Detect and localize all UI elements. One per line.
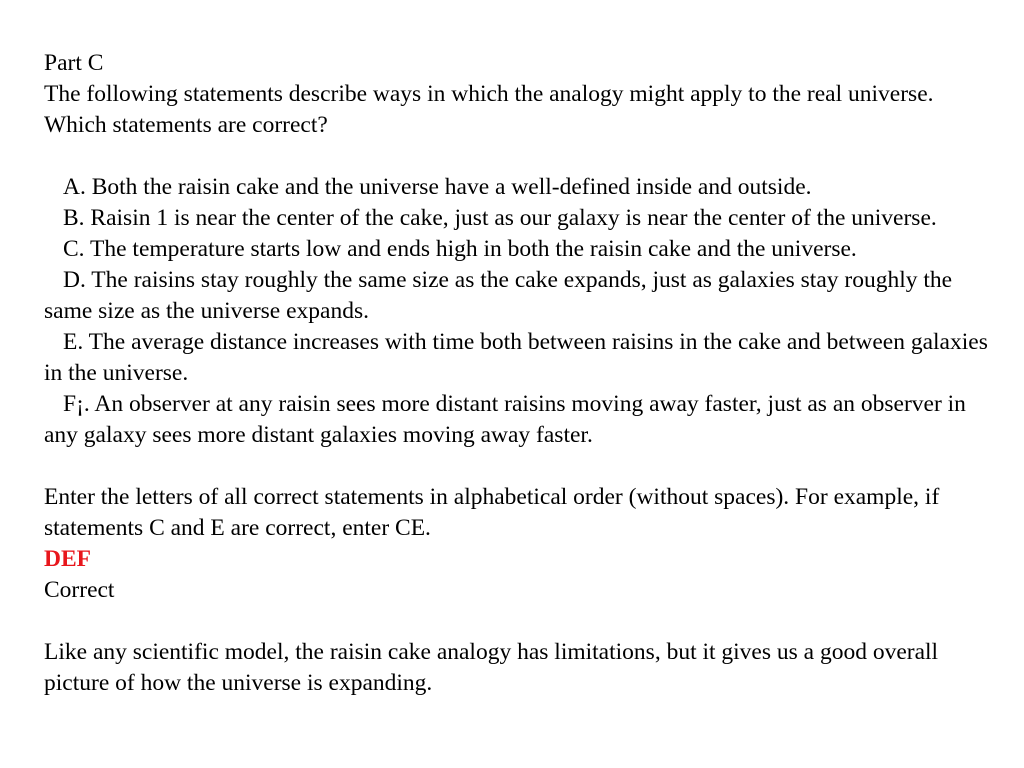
instructions-text: Enter the letters of all correct statements in alphabetical order (without spaces). For example, if statements C and E are correct, enter CE.	[44, 484, 940, 541]
question-text: The following statements describe ways in which the analogy might apply to the real universe. Which statements are correct?	[44, 81, 934, 138]
submitted-answer: DEF	[44, 546, 91, 572]
option-c: C. The temperature starts low and ends high in both the raisin cake and the universe.	[63, 236, 857, 262]
option-b: B. Raisin 1 is near the center of the cake, just as our galaxy is near the center of the universe.	[63, 205, 937, 231]
spacer	[44, 141, 994, 172]
option-d: D. The raisins stay roughly the same size as the cake expands, just as galaxies stay roughly the same size as the universe expands.	[44, 267, 953, 324]
explanation-text: Like any scientific model, the raisin cake analogy has limitations, but it gives us a good overall picture of how the universe is expanding.	[44, 639, 939, 696]
option-e: E. The average distance increases with time both between raisins in the cake and between galaxies in the universe.	[44, 329, 988, 386]
document-page	[44, 48, 994, 699]
option-a: A. Both the raisin cake and the universe have a well-defined inside and outside.	[63, 174, 812, 200]
spacer	[44, 606, 994, 637]
spacer	[44, 451, 994, 482]
part-title: Part C	[44, 50, 104, 76]
option-f: F¡. An observer at any raisin sees more distant raisins moving away faster, just as an observer in any galaxy sees more distant galaxies moving away faster.	[44, 391, 966, 448]
feedback-status: Correct	[44, 577, 115, 603]
